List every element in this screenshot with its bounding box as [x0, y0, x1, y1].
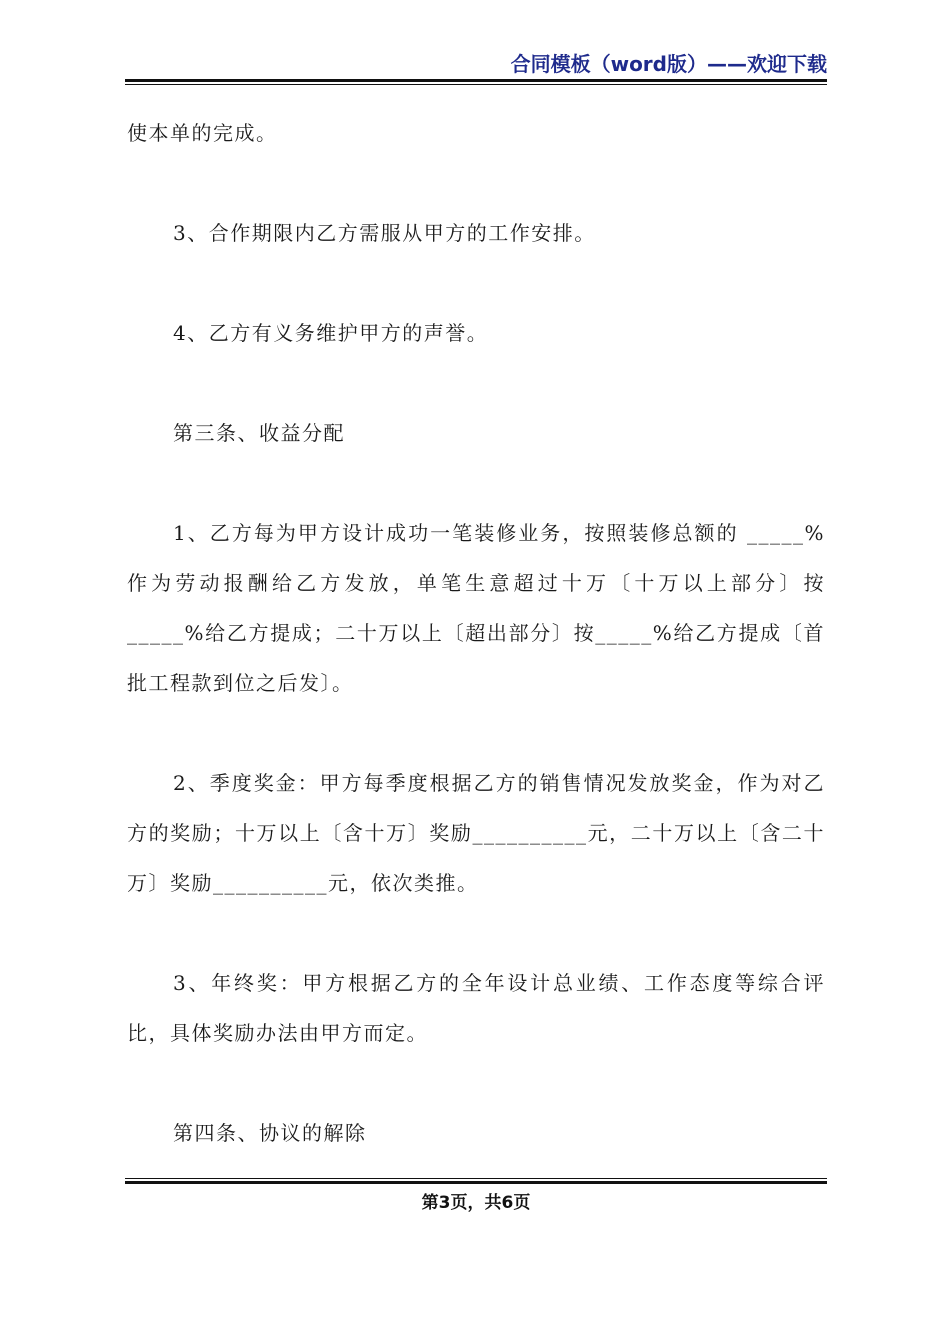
paragraph-spacer: [127, 908, 825, 958]
footer-rule-thick: [125, 1181, 827, 1184]
footer-rule-thin: [125, 1178, 827, 1179]
paragraph-commission: 1、乙方每为甲方设计成功一笔装修业务，按照装修总额的 _____%作为劳动报酬给乙方发放，单笔生意超过十万〔十万以上部分〕按_____%给乙方提成；二十万以上〔超出部分〕按_____%给乙方提成〔首批工程款到位之后发〕。: [127, 521, 825, 695]
page-header: [125, 46, 827, 86]
paragraph-item-3: 3、合作期限内乙方需服从甲方的工作安排。: [173, 221, 596, 245]
paragraph-spacer: [127, 458, 825, 508]
paragraph-spacer: [127, 1058, 825, 1108]
paragraph-quarterly-bonus: 2、季度奖金：甲方每季度根据乙方的销售情况发放奖金，作为对乙方的奖励；十万以上〔含十万〕奖励__________元，二十万以上〔含二十万〕奖励__________元，依次类推。: [127, 771, 825, 895]
header-rule-thick: [125, 79, 827, 82]
paragraph-item-4: 4、乙方有义务维护甲方的声誉。: [173, 321, 489, 345]
paragraph-spacer: [127, 358, 825, 408]
section-heading-article-3: 第三条、收益分配: [173, 421, 345, 445]
page-footer: [125, 1178, 827, 1228]
paragraph-spacer: [127, 708, 825, 758]
header-rule-thin: [125, 84, 827, 85]
paragraph-spacer: [127, 158, 825, 208]
paragraph-continuation: 使本单的完成。: [127, 121, 278, 145]
header-title: 合同模板（word版）——欢迎下载: [510, 52, 827, 76]
section-heading-article-4: 第四条、协议的解除: [173, 1121, 367, 1145]
document-body: [127, 108, 825, 1158]
paragraph-spacer: [127, 258, 825, 308]
paragraph-year-end-bonus: 3、年终奖：甲方根据乙方的全年设计总业绩、工作态度等综合评比，具体奖励办法由甲方而定。: [127, 971, 825, 1045]
page-number: 第3页，共6页: [421, 1193, 531, 1213]
